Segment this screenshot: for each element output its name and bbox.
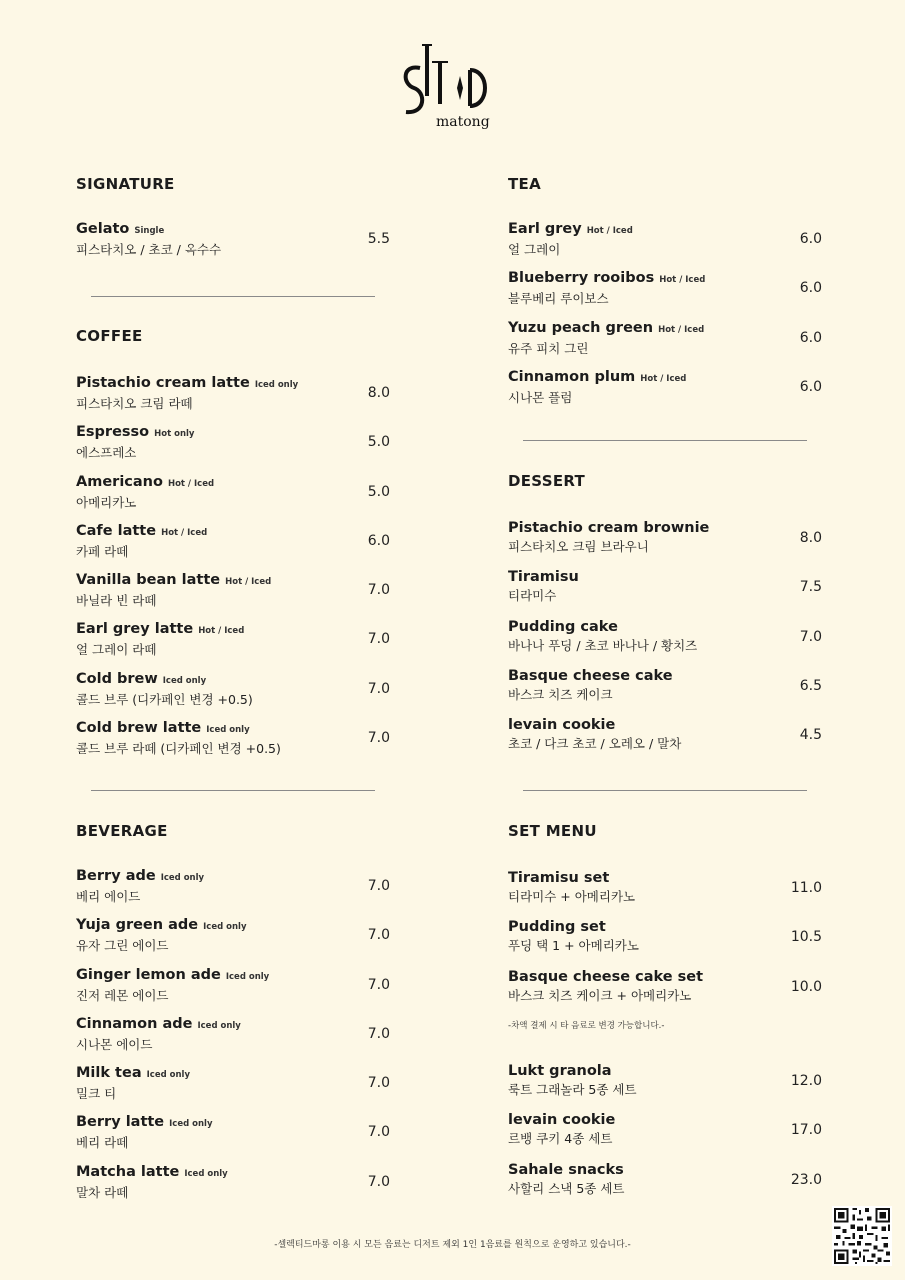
item-price: 6.0	[799, 280, 822, 297]
item-name: Vanilla bean latte	[76, 572, 221, 589]
item-price: 7.0	[367, 1173, 390, 1190]
menu-item	[76, 867, 390, 916]
item-name: Earl grey latte	[76, 621, 194, 638]
item-name: Gelato	[76, 221, 130, 237]
item-price: 7.0	[367, 730, 390, 747]
item-name: Tiramisu	[508, 569, 579, 586]
item-note: Iced only	[169, 1119, 213, 1130]
divider	[91, 790, 375, 791]
menu-item	[508, 519, 822, 568]
item-price: 6.0	[799, 329, 822, 346]
item-name: Blueberry rooibos	[508, 270, 655, 287]
item-note: Hot / Iced	[658, 324, 705, 335]
item-korean: 콜드 브루 라떼 (디카페인 변경 +0.5)	[76, 741, 281, 757]
item-note: Iced only	[206, 725, 250, 736]
item-name: levain cookie	[508, 1112, 616, 1129]
item-name: Basque cheese cake	[508, 667, 673, 684]
item-korean: 바나나 푸딩 / 초코 바나나 / 황치즈	[508, 637, 698, 653]
item-price: 7.0	[367, 582, 390, 599]
item-korean: 르뱅 쿠키 4종 세트	[508, 1131, 613, 1147]
item-price: 7.0	[367, 1124, 390, 1141]
menu-item	[76, 620, 390, 669]
divider	[523, 790, 807, 791]
section-title: DESSERT	[508, 472, 586, 490]
menu-item	[76, 473, 390, 522]
item-name: Tiramisu set	[508, 870, 610, 886]
item-price: 8.0	[367, 385, 390, 401]
item-korean: 피스타치오 / 초코 / 옥수수	[76, 242, 222, 257]
set-menu-note: -차액 결제 시 타 음료로 변경 가능합니다.-	[508, 1021, 665, 1031]
section-title: BEVERAGE	[76, 822, 168, 840]
menu-item	[508, 918, 822, 967]
item-korean: 바스크 치즈 케이크 + 아메리카노	[508, 987, 692, 1003]
brand-logo-text: matong	[436, 114, 490, 130]
menu-item	[508, 1062, 822, 1111]
menu-item	[76, 1163, 390, 1212]
menu-item	[76, 374, 390, 423]
menu-item	[508, 1161, 822, 1210]
item-note: Iced only	[160, 873, 205, 883]
item-korean: 바닐라 빈 라떼	[76, 593, 157, 609]
item-note: Hot / Iced	[586, 226, 633, 236]
item-note: Iced only	[197, 1020, 241, 1031]
item-name: Pistachio cream brownie	[508, 520, 710, 536]
item-name: Matcha latte	[76, 1163, 180, 1180]
section-dessert	[508, 471, 822, 752]
item-korean: 얼 그레이	[508, 242, 561, 257]
item-name: Sahale snacks	[508, 1161, 624, 1178]
item-list	[508, 519, 822, 765]
item-korean: 피스타치오 크림 라떼	[76, 396, 193, 411]
section-title: SET MENU	[508, 822, 597, 840]
menu-item	[508, 716, 822, 765]
divider	[523, 440, 807, 441]
item-price: 7.0	[367, 927, 390, 944]
menu-item	[76, 916, 390, 965]
item-korean: 사할리 스낵 5종 세트	[508, 1180, 625, 1196]
item-price: 7.0	[367, 631, 390, 648]
item-korean: 바스크 치즈 케이크	[508, 686, 613, 702]
item-note: Hot / Iced	[167, 478, 215, 489]
item-korean: 에스프레소	[76, 445, 137, 461]
item-name: Americano	[76, 473, 163, 490]
item-name: Milk tea	[76, 1065, 142, 1082]
item-korean: 콜드 브루 (디카페인 변경 +0.5)	[76, 691, 253, 707]
item-korean: 푸딩 택 1 + 아메리카노	[508, 938, 639, 954]
item-name: Lukt granola	[508, 1063, 612, 1079]
item-name: Cafe latte	[76, 522, 157, 539]
item-note: Hot only	[154, 429, 195, 440]
menu-item	[508, 220, 822, 269]
menu-item	[508, 368, 822, 417]
item-note: Hot / Iced	[225, 577, 272, 588]
item-list	[508, 869, 822, 1017]
item-list-2	[508, 1062, 822, 1210]
menu-item	[76, 1113, 390, 1162]
item-name: Basque cheese cake set	[508, 968, 704, 985]
menu-item	[76, 1064, 390, 1113]
item-price: 7.0	[367, 680, 390, 697]
qr-code-icon	[832, 1206, 892, 1266]
item-list	[76, 374, 390, 768]
item-name: Pudding cake	[508, 618, 618, 635]
item-price: 7.0	[367, 976, 390, 993]
menu-item	[76, 571, 390, 620]
item-korean: 티라미수 + 아메리카노	[508, 889, 636, 904]
item-korean: 진저 레몬 에이드	[76, 987, 169, 1003]
menu-item	[76, 966, 390, 1015]
item-korean: 유주 피치 그린	[508, 340, 589, 356]
item-korean: 베리 에이드	[76, 889, 141, 904]
item-price: 6.0	[367, 532, 390, 549]
menu-item	[508, 1111, 822, 1160]
item-note: Iced only	[184, 1168, 228, 1179]
menu-item	[76, 1015, 390, 1064]
menu-item	[76, 719, 390, 768]
item-price: 7.0	[367, 1075, 390, 1092]
section-beverage	[76, 821, 390, 1200]
menu-item	[76, 522, 390, 571]
item-price: 5.5	[367, 231, 390, 247]
item-korean: 베리 라떼	[76, 1135, 129, 1151]
item-korean: 시나몬 플럼	[508, 389, 573, 405]
item-note: Hot / Iced	[659, 275, 706, 286]
item-price: 17.0	[790, 1122, 822, 1139]
item-note: Hot / Iced	[161, 527, 208, 538]
item-korean: 룩트 그래놀라 5종 세트	[508, 1082, 637, 1097]
section-title: TEA	[508, 175, 541, 193]
item-price: 8.0	[799, 530, 822, 546]
section-title: SIGNATURE	[76, 175, 175, 193]
item-note: Single	[134, 226, 165, 236]
section-tea	[508, 174, 822, 405]
section-coffee	[76, 326, 390, 757]
item-note: Iced only	[225, 971, 270, 982]
menu-item	[508, 319, 822, 368]
item-korean: 초코 / 다크 초코 / 오레오 / 말차	[508, 736, 682, 752]
item-korean: 시나몬 에이드	[76, 1036, 153, 1052]
menu-item	[508, 568, 822, 617]
menu-item	[508, 869, 822, 918]
item-name: Yuzu peach green	[508, 319, 654, 336]
item-name: Earl grey	[508, 221, 582, 237]
item-note: Iced only	[162, 675, 207, 686]
menu-item	[508, 269, 822, 318]
item-price: 5.0	[367, 434, 390, 451]
section-signature	[76, 174, 390, 257]
item-price: 7.0	[799, 628, 822, 645]
item-korean: 밀크 티	[76, 1086, 117, 1102]
item-price: 11.0	[790, 880, 822, 896]
item-price: 6.5	[799, 677, 822, 694]
item-name: Berry ade	[76, 868, 156, 884]
item-name: Espresso	[76, 424, 150, 441]
item-list	[76, 220, 390, 269]
item-name: Pistachio cream latte	[76, 375, 250, 391]
item-price: 10.0	[790, 978, 822, 995]
item-list	[508, 220, 822, 417]
menu-item	[508, 968, 822, 1017]
item-note: Iced only	[203, 922, 247, 933]
item-price: 12.0	[790, 1073, 822, 1089]
item-korean: 카페 라떼	[76, 543, 129, 559]
item-name: Cinnamon plum	[508, 368, 636, 385]
item-korean: 아메리카노	[76, 494, 137, 510]
item-note: Hot / Iced	[198, 626, 245, 637]
item-price: 6.0	[799, 378, 822, 395]
item-price: 10.5	[790, 929, 822, 946]
item-price: 23.0	[790, 1171, 822, 1188]
item-name: Berry latte	[76, 1114, 165, 1131]
menu-item	[508, 618, 822, 667]
item-note: Hot / Iced	[640, 373, 687, 384]
section-title: COFFEE	[76, 327, 143, 345]
item-price: 7.0	[367, 1025, 390, 1042]
item-name: Yuja green ade	[76, 917, 199, 934]
brand-logo	[398, 40, 508, 132]
item-name: Cinnamon ade	[76, 1015, 193, 1032]
item-name: levain cookie	[508, 717, 616, 734]
item-price: 7.0	[367, 878, 390, 894]
item-list	[76, 867, 390, 1212]
item-korean: 말차 라떼	[76, 1184, 129, 1200]
item-note: Iced only	[146, 1070, 190, 1081]
item-korean: 얼 그레이 라떼	[76, 642, 157, 658]
menu-item	[76, 670, 390, 719]
item-korean: 티라미수	[508, 588, 557, 604]
divider	[91, 296, 375, 297]
item-korean: 피스타치오 크림 브라우니	[508, 539, 649, 554]
item-price: 5.0	[367, 483, 390, 500]
item-price: 4.5	[799, 727, 822, 744]
item-price: 7.5	[799, 579, 822, 596]
item-korean: 블루베리 루이보스	[508, 291, 609, 307]
menu-item	[508, 667, 822, 716]
menu-item	[76, 220, 390, 269]
menu-item	[76, 423, 390, 472]
item-note: Iced only	[254, 380, 299, 390]
item-name: Ginger lemon ade	[76, 966, 221, 983]
footer-note: -셀렉티드마롱 이용 시 모든 음료는 디저트 제외 1인 1음료를 원칙으로 운영하고 있습니다.-	[274, 1240, 631, 1250]
item-price: 6.0	[799, 231, 822, 247]
item-name: Cold brew	[76, 670, 158, 687]
item-korean: 유자 그린 에이드	[76, 938, 169, 954]
item-name: Pudding set	[508, 919, 606, 936]
item-name: Cold brew latte	[76, 720, 202, 737]
